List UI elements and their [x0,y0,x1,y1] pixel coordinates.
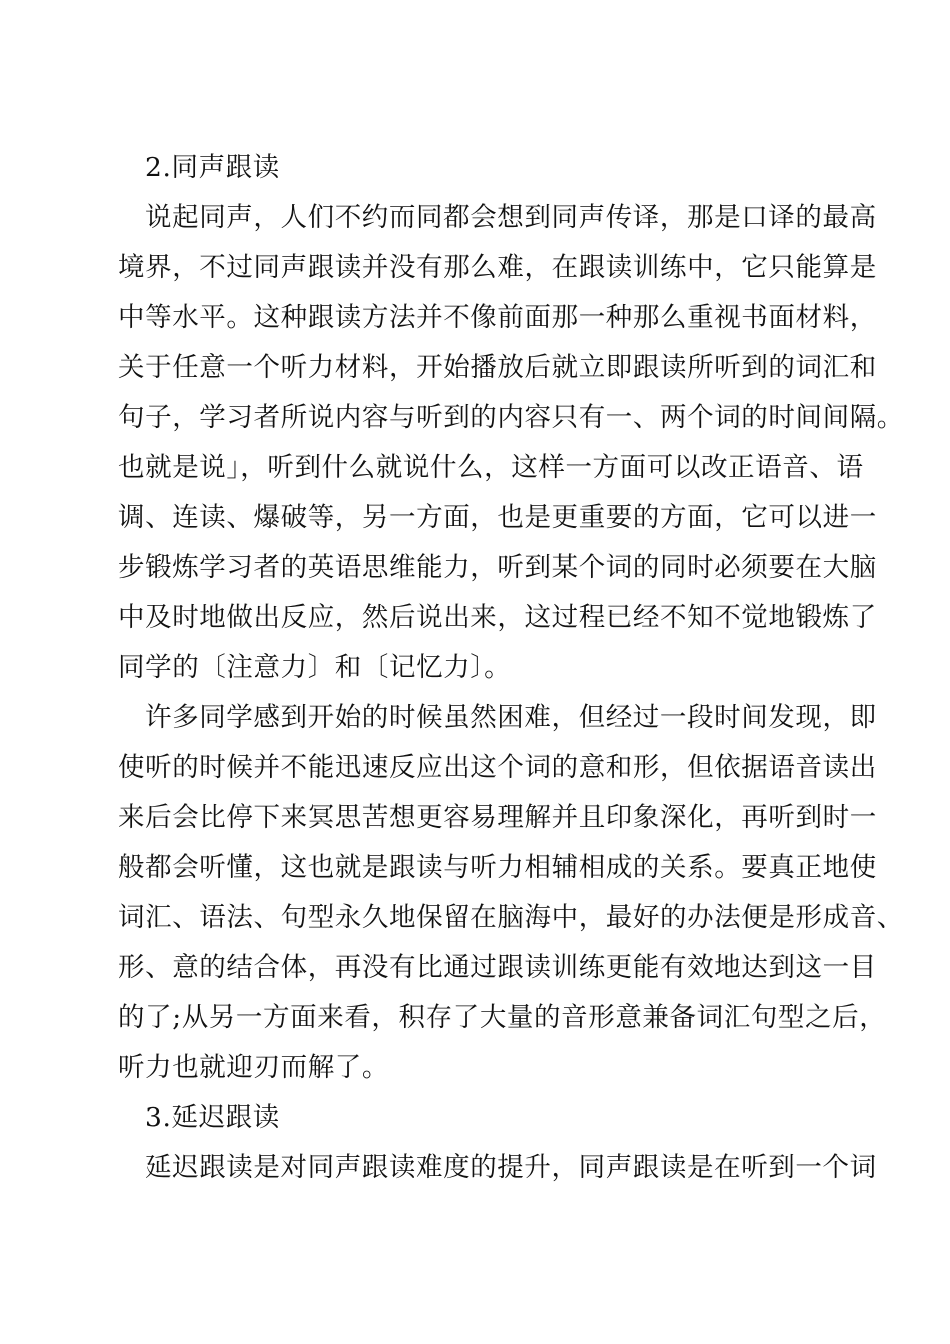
paragraph-line: 关于任意一个听力材料，开始播放后就立即跟读所听到的词汇和 [118,352,877,383]
paragraph-line: 般都会听懂，这也就是跟读与听力相辅相成的关系。要真正地使 [118,852,877,883]
paragraph-line: 词汇、语法、句型永久地保留在脑海中，最好的办法便是形成音、 [118,902,904,933]
paragraph-line: 境界，不过同声跟读并没有那么难，在跟读训练中，它只能算是 [118,252,877,283]
paragraph-line: 来后会比停下来冥思苦想更容易理解并且印象深化，再听到时一 [118,802,877,833]
paragraph-line: 也就是说」，听到什么就说什么，这样一方面可以改正语音、语 [118,452,864,483]
paragraph-line: 句子，学习者所说内容与听到的内容只有一、两个词的时间间隔。 [118,402,904,433]
paragraph-line: 延迟跟读是对同声跟读难度的提升，同声跟读是在听到一个词 [145,1152,877,1183]
paragraph-line: 同学的〔注意力〕和〔记忆力〕。 [118,652,512,683]
paragraph-line: 中等水平。这种跟读方法并不像前面那一种那么重视书面材料， [118,302,877,333]
paragraph-line: 中及时地做出反应，然后说出来，这过程已经不知不觉地锻炼了 [118,602,877,633]
paragraph-line: 的了;从另一方面来看，积存了大量的音形意兼备词汇句型之后， [118,1002,887,1033]
paragraph-line: 调、连读、爆破等，另一方面，也是更重要的方面，它可以进一 [118,502,877,533]
paragraph-line: 说起同声，人们不约而同都会想到同声传译，那是口译的最高 [145,202,877,233]
section-heading-2: 2.同声跟读 [145,152,280,183]
paragraph-line: 许多同学感到开始的时候虽然困难，但经过一段时间发现，即 [145,702,877,733]
paragraph-line: 形、意的结合体，再没有比通过跟读训练更能有效地达到这一目 [118,952,877,983]
paragraph-line: 使听的时候并不能迅速反应出这个词的意和形，但依据语音读出 [118,752,877,783]
paragraph-line: 听力也就迎刃而解了。 [118,1052,389,1083]
paragraph-line: 步锻炼学习者的英语思维能力，听到某个词的同时必须要在大脑 [118,552,877,583]
section-heading-3: 3.延迟跟读 [145,1102,280,1133]
